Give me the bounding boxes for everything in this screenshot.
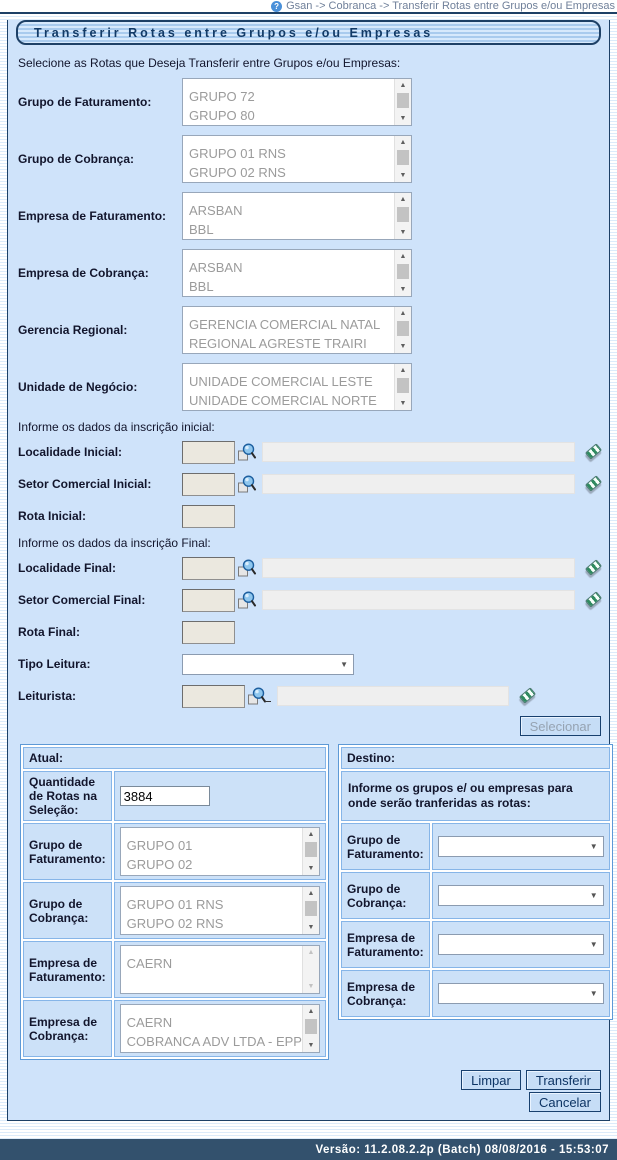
- tipo-leitura-select[interactable]: [182, 654, 354, 675]
- setor-inicial-desc: [262, 474, 575, 494]
- row-rota-final: [18, 620, 601, 644]
- scroll-track[interactable]: [395, 263, 411, 283]
- rota-inicial-input[interactable]: [182, 505, 235, 528]
- eraser-icon[interactable]: [583, 442, 605, 462]
- leiturista-label: Leiturista:: [18, 689, 77, 703]
- atual-empresa-faturamento-list[interactable]: [120, 945, 320, 994]
- scroll-down-icon[interactable]: ▼: [307, 924, 315, 931]
- setor-final-desc: [262, 590, 575, 610]
- list-item[interactable]: GERENCIA COMERCIAL NATAL: [189, 317, 381, 332]
- destino-grupo-cobranca-label: Grupo de Cobrança:: [341, 872, 430, 919]
- localidade-final-input[interactable]: [182, 557, 235, 580]
- chevron-down-icon: ▼: [589, 891, 598, 900]
- row-leiturista: [18, 684, 601, 708]
- scroll-up-icon[interactable]: ▲: [307, 1008, 315, 1015]
- setor-inicial-label: Setor Comercial Inicial:: [18, 477, 152, 491]
- row-empresa-faturamento: [18, 192, 603, 240]
- scroll-down-icon[interactable]: ▼: [399, 115, 407, 122]
- list-item[interactable]: BBL: [189, 279, 214, 294]
- list-items: [121, 1005, 302, 1052]
- chevron-down-icon: ▼: [589, 940, 598, 949]
- scroll-up-icon[interactable]: ▲: [399, 139, 407, 146]
- scroll-down-icon[interactable]: ▼: [399, 172, 407, 179]
- row-setor-inicial: [18, 472, 601, 496]
- list-item[interactable]: UNIDADE COMERCIAL LESTE: [189, 374, 373, 389]
- cancelar-button[interactable]: Cancelar: [529, 1092, 601, 1112]
- chevron-down-icon: ▼: [589, 842, 598, 851]
- empresa-cobranca-list[interactable]: [182, 249, 412, 297]
- scroll-up-icon[interactable]: ▲: [399, 367, 407, 374]
- scroll-up-icon[interactable]: ▲: [399, 82, 407, 89]
- scroll-down-icon[interactable]: ▼: [307, 865, 315, 872]
- magnifier-icon[interactable]: [248, 687, 266, 706]
- rota-final-input[interactable]: [182, 621, 235, 644]
- list-item[interactable]: REGIONAL AGRESTE TRAIRI: [189, 336, 367, 351]
- scroll-down-icon[interactable]: ▼: [399, 229, 407, 236]
- lookup-link-underline[interactable]: [266, 690, 271, 702]
- atual-grupo-faturamento-list[interactable]: [120, 827, 320, 876]
- eraser-icon[interactable]: [517, 686, 539, 706]
- version-footer: [0, 1139, 617, 1160]
- scroll-up-icon[interactable]: ▲: [307, 890, 315, 897]
- empresa-faturamento-list[interactable]: [182, 192, 412, 240]
- localidade-inicial-desc: [262, 442, 575, 462]
- destino-info-text: Informe os grupos e/ ou empresas para onde serão tranferidas as rotas:: [341, 771, 610, 821]
- scrollbar[interactable]: [394, 136, 411, 182]
- scroll-track[interactable]: [303, 959, 319, 980]
- scrollbar[interactable]: [302, 1005, 319, 1052]
- intro-text: Selecione as Rotas que Deseja Transferir entre Grupos e/ou Empresas:: [18, 56, 401, 70]
- scroll-track[interactable]: [395, 377, 411, 397]
- scroll-thumb[interactable]: [305, 1019, 317, 1034]
- list-items: [121, 887, 302, 934]
- localidade-final-desc: [262, 558, 575, 578]
- atual-table: [20, 744, 329, 1060]
- scroll-thumb[interactable]: [397, 378, 409, 393]
- destino-grupo-faturamento-select[interactable]: [438, 836, 604, 857]
- grupo-faturamento-list[interactable]: [182, 78, 412, 126]
- leiturista-desc: [277, 686, 509, 706]
- scroll-track[interactable]: [395, 149, 411, 169]
- setor-final-input[interactable]: [182, 589, 235, 612]
- destino-grupo-faturamento-label: Grupo de Faturamento:: [341, 823, 430, 870]
- scroll-down-icon[interactable]: ▼: [399, 286, 407, 293]
- row-rota-inicial: [18, 504, 601, 528]
- scroll-thumb[interactable]: [397, 207, 409, 222]
- scroll-up-icon[interactable]: ▲: [399, 310, 407, 317]
- atual-grupo-cobranca-label: Grupo de Cobrança:: [23, 882, 112, 939]
- row-setor-final: [18, 588, 601, 612]
- chevron-down-icon: ▼: [340, 659, 348, 669]
- grupo-cobranca-label: Grupo de Cobrança:: [18, 152, 135, 166]
- atual-empresa-cobranca-list[interactable]: [120, 1004, 320, 1053]
- scrollbar[interactable]: [394, 250, 411, 296]
- scroll-thumb[interactable]: [397, 264, 409, 279]
- row-grupo-cobranca: [18, 135, 603, 183]
- row-grupo-faturamento: [18, 78, 603, 126]
- list-item[interactable]: ARSBAN: [189, 260, 243, 275]
- list-item[interactable]: COBRANCA ADV LTDA - EPP: [126, 1034, 302, 1049]
- scroll-thumb[interactable]: [397, 93, 409, 108]
- row-localidade-inicial: [18, 440, 601, 464]
- magnifier-icon[interactable]: [238, 591, 256, 610]
- scroll-thumb[interactable]: [397, 321, 409, 336]
- destino-grupo-cobranca-select[interactable]: [438, 885, 604, 906]
- scroll-down-icon[interactable]: ▼: [307, 1042, 315, 1049]
- list-items: [183, 79, 394, 125]
- destino-empresa-cobranca-select[interactable]: [438, 983, 604, 1004]
- scrollbar[interactable]: [394, 79, 411, 125]
- setor-final-label: Setor Comercial Final:: [18, 593, 146, 607]
- tipo-leitura-label: Tipo Leitura:: [18, 657, 91, 671]
- row-empresa-cobranca: [18, 249, 603, 297]
- eraser-icon[interactable]: [583, 590, 605, 610]
- list-items: [121, 946, 302, 993]
- gerencia-regional-list[interactable]: [182, 306, 412, 354]
- scroll-track[interactable]: [395, 206, 411, 226]
- list-item[interactable]: GRUPO 01: [126, 838, 193, 853]
- localidade-final-label: Localidade Final:: [18, 561, 117, 575]
- list-items: [183, 136, 394, 182]
- scroll-down-icon[interactable]: ▼: [399, 343, 407, 350]
- list-items: [183, 307, 394, 353]
- list-item[interactable]: GRUPO 02 RNS: [189, 165, 286, 180]
- scroll-thumb[interactable]: [397, 150, 409, 165]
- chevron-down-icon: ▼: [589, 989, 598, 998]
- scroll-up-icon[interactable]: ▲: [307, 949, 315, 956]
- list-items: [121, 828, 302, 875]
- selecionar-button[interactable]: Selecionar: [520, 716, 601, 736]
- atual-title: Atual:: [23, 747, 326, 769]
- bottom-buttons: [14, 1070, 601, 1112]
- grupo-cobranca-list[interactable]: [182, 135, 412, 183]
- transferir-button[interactable]: Transferir: [526, 1070, 601, 1090]
- scroll-down-icon[interactable]: ▼: [307, 983, 315, 990]
- rota-final-label: Rota Final:: [18, 625, 80, 639]
- eraser-icon[interactable]: [583, 558, 605, 578]
- content-panel: [7, 20, 610, 1121]
- destino-empresa-faturamento-label: Empresa de Faturamento:: [341, 921, 430, 968]
- scrollbar[interactable]: [394, 193, 411, 239]
- scroll-track[interactable]: [303, 841, 319, 862]
- empresa-faturamento-label: Empresa de Faturamento:: [18, 209, 167, 223]
- list-item[interactable]: UNIDADE COMERCIAL NORTE: [189, 393, 377, 408]
- list-item[interactable]: GRUPO 02 RNS: [126, 916, 224, 931]
- inscricao-final-section-label: Informe os dados da inscrição Final:: [18, 536, 211, 550]
- selecionar-row: [14, 716, 601, 736]
- list-item[interactable]: GRUPO 01 RNS: [189, 146, 286, 161]
- list-item[interactable]: GRUPO 80: [189, 108, 255, 123]
- scroll-up-icon[interactable]: ▲: [307, 831, 315, 838]
- destino-empresa-faturamento-select[interactable]: [438, 934, 604, 955]
- grupo-faturamento-label: Grupo de Faturamento:: [18, 95, 152, 109]
- unidade-negocio-list[interactable]: [182, 363, 412, 411]
- list-item[interactable]: BBL: [189, 222, 214, 237]
- version-text: Versão: 11.2.08.2.2p (Batch) 08/08/2016 - 15:53:07: [315, 1143, 609, 1156]
- list-item[interactable]: GRUPO 72: [189, 89, 255, 104]
- localidade-inicial-input[interactable]: [182, 441, 235, 464]
- atual-grupo-faturamento-label: Grupo de Faturamento:: [23, 823, 112, 880]
- page-frame: [0, 12, 617, 1139]
- magnifier-icon[interactable]: [238, 475, 256, 494]
- list-item[interactable]: ARSBAN: [189, 203, 243, 218]
- row-localidade-final: [18, 556, 601, 580]
- eraser-icon[interactable]: [583, 474, 605, 494]
- scroll-track[interactable]: [395, 320, 411, 340]
- scroll-up-icon[interactable]: ▲: [399, 253, 407, 260]
- scrollbar[interactable]: [302, 828, 319, 875]
- leiturista-input[interactable]: [182, 685, 245, 708]
- list-items: [183, 250, 394, 296]
- scroll-track[interactable]: [303, 1018, 319, 1039]
- magnifier-icon[interactable]: [238, 559, 256, 578]
- inscricao-inicial-section-label: Informe os dados da inscrição inicial:: [18, 420, 215, 434]
- scrollbar[interactable]: [394, 307, 411, 353]
- quantidade-rotas-label: Quantidade de Rotas na Seleção:: [23, 771, 112, 821]
- rota-inicial-label: Rota Inicial:: [18, 509, 87, 523]
- destino-empresa-cobranca-label: Empresa de Cobrança:: [341, 970, 430, 1017]
- scrollbar[interactable]: [302, 887, 319, 934]
- row-tipo-leitura: [18, 652, 601, 676]
- magnifier-icon[interactable]: [238, 443, 256, 462]
- list-items: [183, 364, 394, 410]
- unidade-negocio-label: Unidade de Negócio:: [18, 380, 138, 394]
- scroll-down-icon[interactable]: ▼: [399, 400, 407, 407]
- list-item[interactable]: CAERN: [126, 1015, 173, 1030]
- setor-inicial-input[interactable]: [182, 473, 235, 496]
- scroll-thumb[interactable]: [305, 842, 317, 857]
- destino-table: [338, 744, 613, 1020]
- tables-wrap: [20, 744, 601, 1060]
- scroll-track[interactable]: [303, 900, 319, 921]
- localidade-inicial-label: Localidade Inicial:: [18, 445, 123, 459]
- list-item[interactable]: GRUPO 02: [126, 857, 193, 872]
- breadcrumb-text[interactable]: Gsan -> Cobranca -> Transferir Rotas entre Grupos e/ou Empresas: [286, 0, 615, 12]
- row-gerencia-regional: [18, 306, 603, 354]
- scrollbar[interactable]: [302, 946, 319, 993]
- list-items: [183, 193, 394, 239]
- page-title: Transferir Rotas entre Grupos e/ou Empresas: [34, 25, 434, 40]
- scroll-up-icon[interactable]: ▲: [399, 196, 407, 203]
- row-unidade-negocio: [18, 363, 603, 411]
- empresa-cobranca-label: Empresa de Cobrança:: [18, 266, 149, 280]
- scrollbar[interactable]: [394, 364, 411, 410]
- help-icon[interactable]: ?: [271, 1, 282, 12]
- list-item[interactable]: GRUPO 01 RNS: [126, 897, 224, 912]
- destino-title: Destino:: [341, 747, 610, 769]
- gerencia-regional-label: Gerencia Regional:: [18, 323, 128, 337]
- atual-empresa-cobranca-label: Empresa de Cobrança:: [23, 1000, 112, 1057]
- breadcrumb: [0, 0, 617, 12]
- limpar-button[interactable]: Limpar: [461, 1070, 521, 1090]
- list-item[interactable]: CAERN: [126, 956, 173, 971]
- title-bar: [16, 20, 601, 45]
- atual-grupo-cobranca-list[interactable]: [120, 886, 320, 935]
- atual-empresa-faturamento-label: Empresa de Faturamento:: [23, 941, 112, 998]
- scroll-thumb[interactable]: [305, 901, 317, 916]
- quantidade-rotas-input[interactable]: [120, 786, 210, 806]
- scroll-track[interactable]: [395, 92, 411, 112]
